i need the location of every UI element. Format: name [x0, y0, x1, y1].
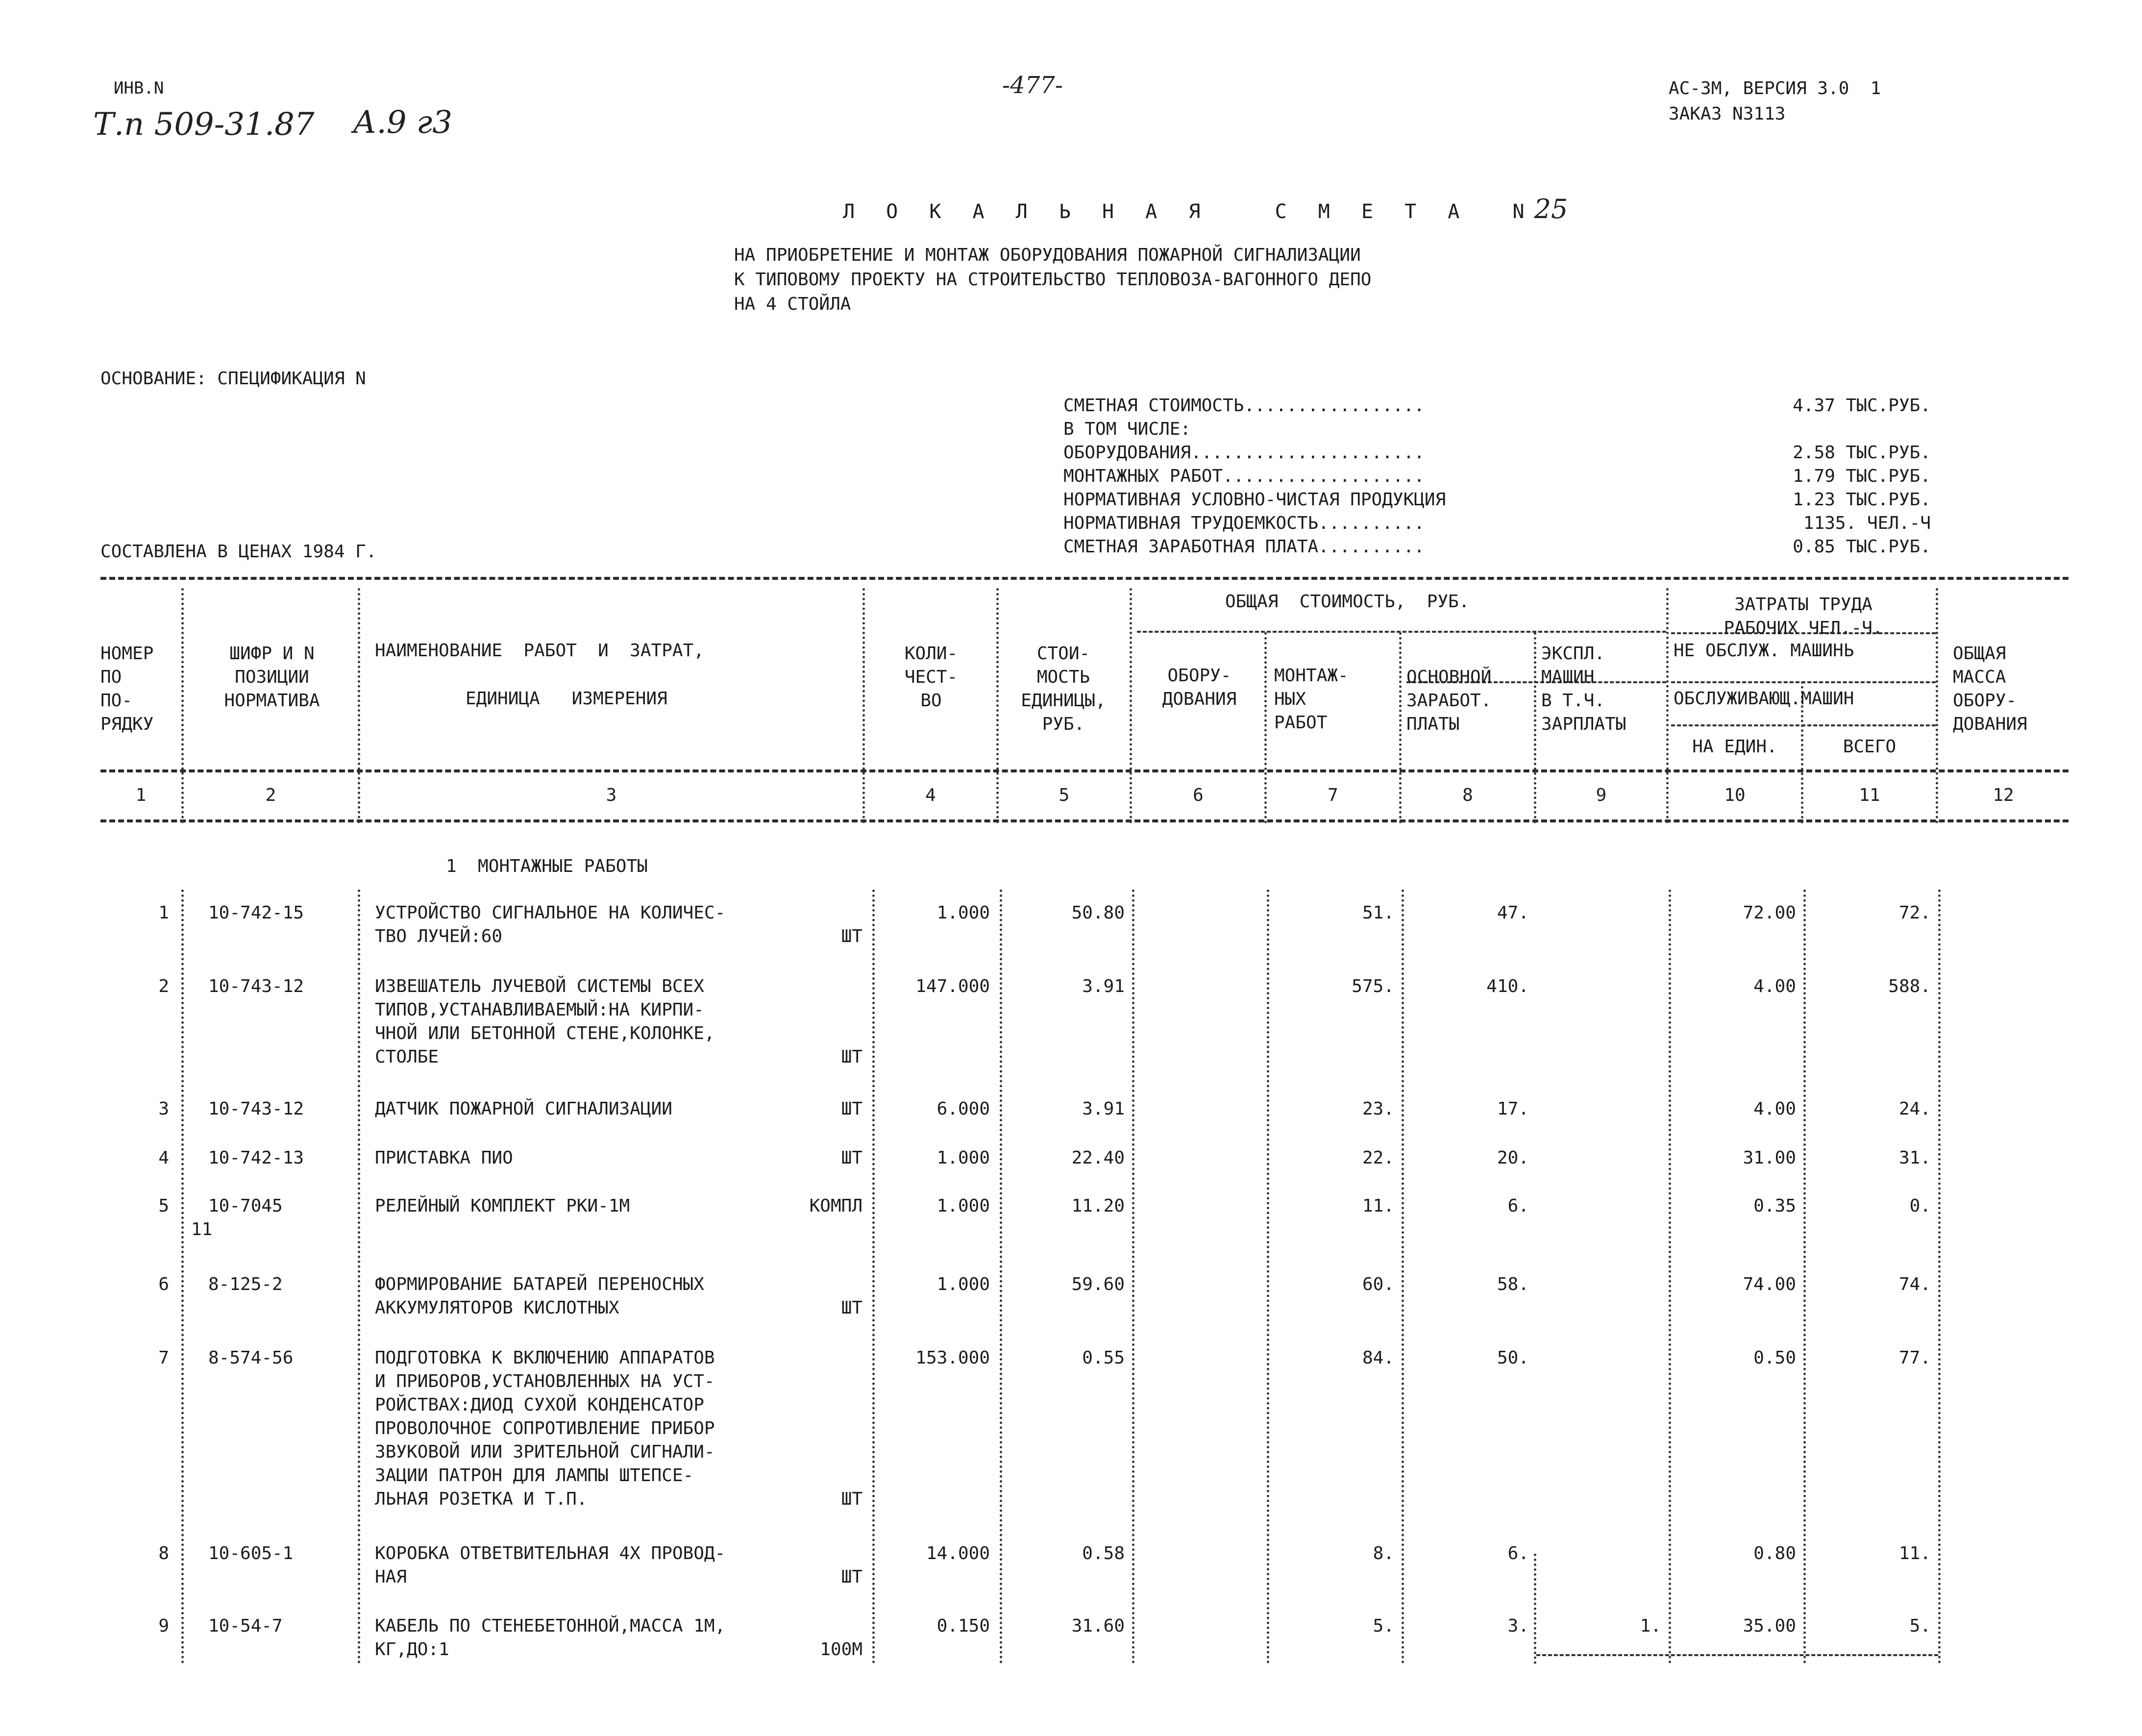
row-price: 59.60: [1071, 1274, 1125, 1294]
col-header-3a: НАИМЕНОВАНИЕ РАБОТ И ЗАТРАТ,: [375, 641, 704, 661]
col-header-11: ВСЕГО: [1843, 737, 1896, 757]
column-number: 5: [1059, 785, 1070, 805]
summary-value: 1.23 ТЫС.РУБ.: [1793, 490, 1931, 510]
row-unit: ШТ: [841, 1047, 862, 1067]
row-qty: 6.000: [936, 1099, 990, 1119]
labor-sub-header-1: НЕ ОБСЛУЖ. МАШИНЬ: [1674, 641, 1854, 661]
summary-label: ОБОРУДОВАНИЯ......................: [1063, 443, 1425, 463]
labor-sub-header-2: ОБСЛУЖИВАЮЩ.МАШИН: [1674, 689, 1854, 709]
basis-line: ОСНОВАНИЕ: СПЕЦИФИКАЦИЯ N: [100, 369, 366, 389]
row-labor-per-unit: 0.50: [1753, 1348, 1796, 1368]
row-number: 1: [158, 903, 169, 923]
row-labor-total: 72.: [1898, 903, 1931, 923]
column-number: 3: [606, 785, 617, 805]
row-qty: 1.000: [936, 1148, 990, 1168]
row-unit: ШТ: [841, 1567, 862, 1587]
row-name-line: И ПРИБОРОВ,УСТАНОВЛЕННЫХ НА УСТ-: [375, 1371, 715, 1391]
row-wage: 17.: [1497, 1099, 1529, 1119]
row-code: 10-743-12: [208, 1099, 304, 1119]
row-qty: 14.000: [926, 1543, 990, 1563]
column-number: 4: [925, 785, 936, 805]
summary-label: НОРМАТИВНАЯ УСЛОВНО-ЧИСТАЯ ПРОДУКЦИЯ: [1063, 490, 1446, 510]
col-header-7: МОНТАЖ- НЫХ РАБОТ: [1274, 666, 1349, 733]
row-labor-total: 5.: [1909, 1616, 1931, 1636]
row-qty: 0.150: [936, 1616, 990, 1636]
row-unit: ШТ: [841, 1099, 862, 1119]
col-header-12: ОБЩАЯ МАССА ОБОРУ- ДОВАНИЯ: [1953, 644, 2027, 734]
summary-value: 4.37 ТЫС.РУБ.: [1793, 396, 1931, 416]
row-labor-total: 74.: [1898, 1274, 1931, 1294]
row-machinery: 1.: [1640, 1616, 1661, 1636]
subtitle-line-2: К ТИПОВОМУ ПРОЕКТУ НА СТРОИТЕЛЬСТВО ТЕПЛОВОЗА-ВАГОННОГО ДЕПО: [734, 270, 1372, 290]
col-header-5: СТОИ- МОСТЬ ЕДИНИЦЫ, РУБ.: [1021, 644, 1106, 734]
row-name-line: ПРИСТАВКА ПИО: [375, 1148, 513, 1168]
row-qty: 1.000: [936, 903, 990, 923]
handwritten-project-ref: Т.п 509-31.87: [93, 106, 315, 143]
row-name-line: ДАТЧИК ПОЖАРНОЙ СИГНАЛИЗАЦИИ: [375, 1099, 672, 1119]
row-mount: 8.: [1373, 1543, 1394, 1563]
title-number: 25: [1534, 194, 1568, 224]
row-wage: 6.: [1507, 1196, 1529, 1216]
row-name-line: ЗВУКОВОЙ ИЛИ ЗРИТЕЛЬНОЙ СИГНАЛИ-: [375, 1442, 715, 1462]
row-code: 10-54-7: [208, 1616, 283, 1636]
row-unit: ШТ: [841, 1148, 862, 1168]
body-column-separator: [1132, 890, 1134, 1664]
row-code: 10-742-15: [208, 903, 304, 923]
row-wage: 58.: [1497, 1274, 1529, 1294]
row-qty: 153.000: [915, 1348, 990, 1368]
labor-sub-underline: [1671, 724, 1936, 726]
summary-label: НОРМАТИВНАЯ ТРУДОЕМКОСТЬ..........: [1063, 513, 1425, 533]
row-name-line: ЗАЦИИ ПАТРОН ДЛЯ ЛАМПЫ ШТЕПСЕ-: [375, 1465, 694, 1486]
row-price: 3.91: [1082, 976, 1125, 996]
col-header-9: ЭКСПЛ. МАШИН В Т.Ч. ЗАРПЛАТЫ: [1541, 644, 1626, 734]
group-labor-header: ЗАТРАТЫ ТРУДА РАБОЧИХ ЧЕЛ.-Ч.: [1723, 595, 1883, 638]
document-title: [843, 196, 1568, 223]
row-price: 3.91: [1082, 1099, 1125, 1119]
row-name-line: ПРОВОЛОЧНОЕ СОПРОТИВЛЕНИЕ ПРИБОР: [375, 1418, 715, 1438]
header-bottom-rule: [100, 769, 2068, 772]
row-number: 8: [158, 1543, 169, 1563]
labor-sub-underline: [1671, 681, 1936, 683]
row-price: 11.20: [1071, 1196, 1125, 1216]
row-name-line: КГ,ДО:1: [375, 1639, 449, 1660]
handwritten-album-ref: А.9 г3: [353, 104, 452, 141]
row-labor-per-unit: 74.00: [1743, 1274, 1796, 1294]
column-number: 11: [1859, 785, 1880, 805]
row-name-line: ЛЬНАЯ РОЗЕТКА И Т.П.: [375, 1489, 588, 1509]
row-mount: 51.: [1362, 903, 1394, 923]
row-name-line: КОРОБКА ОТВЕТВИТЕЛЬНАЯ 4Х ПРОВОД-: [375, 1543, 726, 1563]
row-mount: 60.: [1362, 1274, 1394, 1294]
row-code: 8-125-2: [208, 1274, 283, 1294]
prices-year: СОСТАВЛЕНА В ЦЕНАХ 1984 Г.: [100, 542, 377, 562]
row-labor-total: 0.: [1909, 1196, 1931, 1216]
row-number: 6: [158, 1274, 169, 1294]
col-header-4: КОЛИ- ЧЕСТ- ВО: [904, 644, 958, 711]
row-number: 3: [158, 1099, 169, 1119]
row-labor-total: 588.: [1888, 976, 1931, 996]
row-mount: 23.: [1362, 1099, 1394, 1119]
row-name-line: ТВО ЛУЧЕЙ:60: [375, 926, 503, 946]
row-name-line: ТИПОВ,УСТАНАВЛИВАЕМЫЙ:НА КИРПИ-: [375, 1000, 704, 1020]
group-total-header: ОБЩАЯ СТОИМОСТЬ, РУБ.: [1225, 592, 1470, 612]
group-total-underline: [1137, 631, 1666, 633]
row-code-continuation: 11: [191, 1219, 213, 1240]
row-code: 10-605-1: [208, 1543, 294, 1563]
row-labor-per-unit: 4.00: [1753, 1099, 1796, 1119]
row-mount: 84.: [1362, 1348, 1394, 1368]
col-header-10: НА ЕДИН.: [1692, 737, 1777, 757]
row-name-line: КАБЕЛЬ ПО СТЕНЕБЕТОННОЙ,МАССА 1М,: [375, 1616, 726, 1636]
col-header-3b: ЕДИНИЦА ИЗМЕРЕНИЯ: [466, 689, 667, 709]
col-header-2: ШИФР И N ПОЗИЦИИ НОРМАТИВА: [224, 644, 320, 711]
column-number: 7: [1328, 785, 1338, 805]
row-price: 22.40: [1071, 1148, 1125, 1168]
summary-value: 0.85 ТЫС.РУБ.: [1793, 537, 1931, 557]
summary-label: В ТОМ ЧИСЛЕ:: [1063, 419, 1191, 439]
row-mount: 575.: [1352, 976, 1394, 996]
column-number: 8: [1462, 785, 1473, 805]
body-column-separator: [181, 890, 184, 1664]
row-labor-total: 24.: [1898, 1099, 1931, 1119]
body-column-separator: [358, 890, 360, 1664]
row-labor-per-unit: 72.00: [1743, 903, 1796, 923]
row-price: 0.55: [1082, 1348, 1125, 1368]
col-header-6: ОБОРУ- ДОВАНИЯ: [1162, 666, 1237, 709]
column-number: 6: [1193, 785, 1204, 805]
row-name-line: РЕЛЕЙНЫЙ КОМПЛЕКТ РКИ-1М: [375, 1196, 630, 1216]
row-name-line: ИЗВЕШАТЕЛЬ ЛУЧЕВОЙ СИСТЕМЫ ВСЕХ: [375, 976, 704, 996]
system-version: АС-3М, ВЕРСИЯ 3.0 1: [1669, 78, 1881, 99]
row-name-line: ФОРМИРОВАНИЕ БАТАРЕЙ ПЕРЕНОСНЫХ: [375, 1274, 704, 1294]
row-number: 7: [158, 1348, 169, 1368]
row-unit: ШТ: [841, 926, 862, 946]
row-name-line: СТОЛБЕ: [375, 1047, 439, 1067]
row-labor-per-unit: 35.00: [1743, 1616, 1796, 1636]
summary-value: 1135. ЧЕЛ.-Ч: [1803, 513, 1931, 533]
row-name-line: ПОДГОТОВКА К ВКЛЮЧЕНИЮ АППАРАТОВ: [375, 1348, 715, 1368]
row-qty: 1.000: [936, 1274, 990, 1294]
row-code: 10-743-12: [208, 976, 304, 996]
row-number: 5: [158, 1196, 169, 1216]
column-number: 9: [1596, 785, 1607, 805]
row-name-line: УСТРОЙСТВО СИГНАЛЬНОЕ НА КОЛИЧЕС-: [375, 903, 726, 923]
row-name-line: РОЙСТВАХ:ДИОД СУХОЙ КОНДЕНСАТОР: [375, 1395, 704, 1415]
column-numbers-rule: [100, 819, 2068, 822]
row-mount: 5.: [1373, 1616, 1394, 1636]
row-wage: 6.: [1507, 1543, 1529, 1563]
row-unit: ШТ: [841, 1489, 862, 1509]
col-header-8: ОСНОВНОЙ ЗАРАБОТ. ПЛАТЫ: [1406, 667, 1492, 734]
page-number: -477-: [1002, 72, 1063, 99]
row-labor-total: 77.: [1898, 1348, 1931, 1368]
row-wage: 47.: [1497, 903, 1529, 923]
row-unit: ШТ: [841, 1298, 862, 1318]
row-9-bottom-rule: [1536, 1654, 1938, 1656]
row-qty: 1.000: [936, 1196, 990, 1216]
row-wage: 50.: [1497, 1348, 1529, 1368]
row-name-line: АККУМУЛЯТОРОВ КИСЛОТНЫХ: [375, 1298, 619, 1318]
summary-label: СМЕТНАЯ ЗАРАБОТНАЯ ПЛАТА..........: [1063, 537, 1425, 557]
row-code: 10-7045: [208, 1196, 283, 1216]
row-unit: КОМПЛ: [809, 1196, 862, 1216]
title-text: Л О К А Л Ь Н А Я С М Е Т А N: [843, 200, 1534, 223]
summary-value: 1.79 ТЫС.РУБ.: [1793, 466, 1931, 486]
row-mount: 11.: [1362, 1196, 1394, 1216]
summary-label: СМЕТНАЯ СТОИМОСТЬ.................: [1063, 396, 1425, 416]
row-qty: 147.000: [915, 976, 990, 996]
section-title: 1 МОНТАЖНЫЕ РАБОТЫ: [446, 856, 648, 876]
row-unit: 100М: [820, 1639, 862, 1660]
subtitle-line-1: НА ПРИОБРЕТЕНИЕ И МОНТАЖ ОБОРУДОВАНИЯ ПОЖАРНОЙ СИГНАЛИЗАЦИИ: [734, 245, 1361, 265]
row-number: 4: [158, 1148, 169, 1168]
row-code: 8-574-56: [208, 1348, 294, 1368]
row-labor-per-unit: 0.35: [1753, 1196, 1796, 1216]
row-price: 50.80: [1071, 903, 1125, 923]
row-mount: 22.: [1362, 1148, 1394, 1168]
body-column-separator: [1938, 890, 1941, 1664]
subtitle-line-3: НА 4 СТОЙЛА: [734, 294, 851, 314]
body-column-separator: [1534, 1554, 1536, 1664]
row-number: 9: [158, 1616, 169, 1636]
column-number: 12: [1993, 785, 2014, 805]
row-wage: 3.: [1507, 1616, 1529, 1636]
row-price: 31.60: [1071, 1616, 1125, 1636]
row-labor-per-unit: 0.80: [1753, 1543, 1796, 1563]
row-wage: 20.: [1497, 1148, 1529, 1168]
column-number: 1: [135, 785, 147, 805]
row-number: 2: [158, 976, 169, 996]
summary-value: 2.58 ТЫС.РУБ.: [1793, 443, 1931, 463]
row-labor-total: 11.: [1898, 1543, 1931, 1563]
row-name-line: ЧНОЙ ИЛИ БЕТОННОЙ СТЕНЕ,КОЛОНКЕ,: [375, 1023, 715, 1043]
row-labor-per-unit: 4.00: [1753, 976, 1796, 996]
column-number: 2: [265, 785, 276, 805]
col-header-1: НОМЕР ПО ПО- РЯДКУ: [100, 644, 154, 734]
column-number: 10: [1724, 785, 1746, 805]
row-code: 10-742-13: [208, 1148, 304, 1168]
order-number: ЗАКАЗ N3113: [1669, 104, 1786, 124]
row-labor-per-unit: 31.00: [1743, 1148, 1796, 1168]
inventory-label: ИНВ.N: [114, 78, 164, 98]
table-top-rule: [100, 577, 2068, 580]
row-price: 0.58: [1082, 1543, 1125, 1563]
row-labor-total: 31.: [1898, 1148, 1931, 1168]
summary-label: МОНТАЖНЫХ РАБОТ...................: [1063, 466, 1425, 486]
row-wage: 410.: [1486, 976, 1529, 996]
row-name-line: НАЯ: [375, 1567, 407, 1587]
